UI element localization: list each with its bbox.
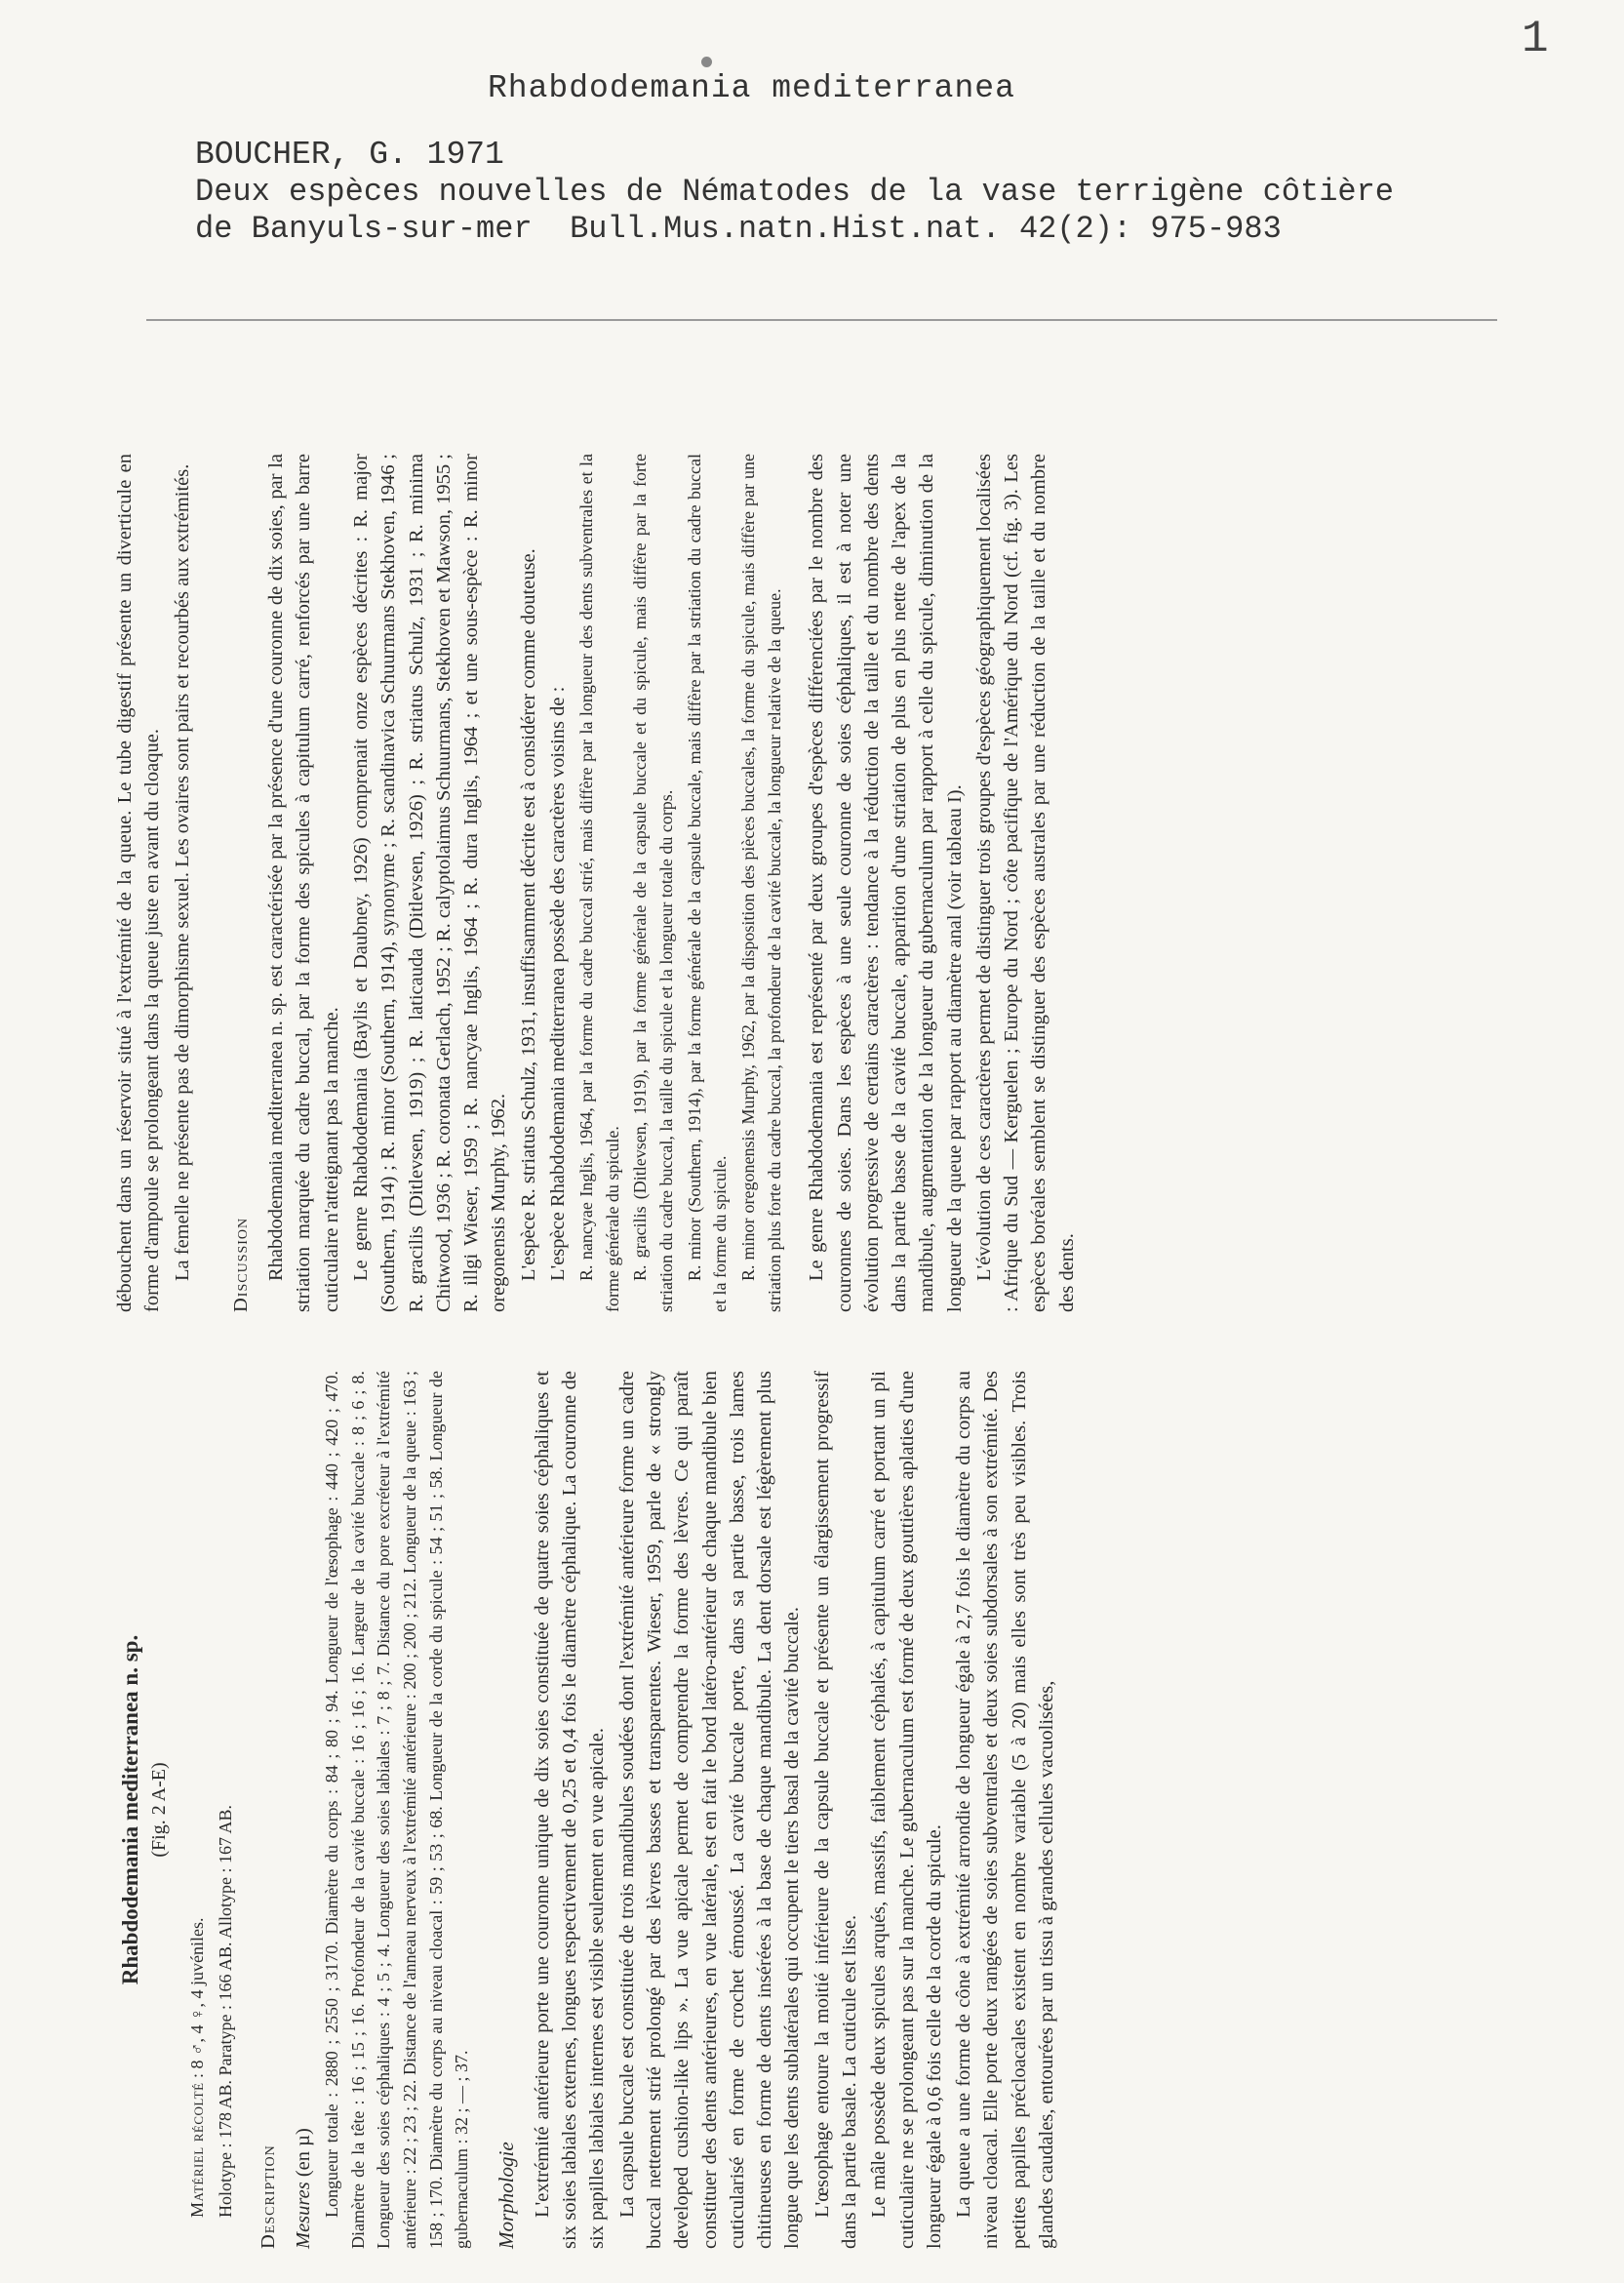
morphologie-paragraph-3: L'œsophage entoure la moitié inférieure de la capsule buccale et présente un élargissement progressif dans la partie basale. La cuticule est lisse. [811, 1371, 860, 2249]
binder-hole-dot [701, 57, 712, 67]
citation-title-line-1: Deux espèces nouvelles de Nématodes de la vase terrigène côtière [195, 174, 1394, 210]
morphologie-paragraph-1: L'extrémité antérieure porte une couronne unique de dix soies constituée de quatre soies céphaliques et six soies labiales externes, longues respectivement de 0,25 et 0,4 fois le diamètre céphalique. La couronne de six papilles labiales internes est visible seulement en vue apicale. [531, 1371, 609, 2249]
types-text: Holotype : 178 AB. Paratype : 166 AB. Allotype : 167 AB. [215, 1805, 235, 2218]
journal-clipping-page [98, 327, 1502, 2268]
citation-author-year: BOUCHER, G. 1971 [195, 137, 504, 173]
citation-title-line-2: de Banyuls-sur-mer Bull.Mus.natn.Hist.nat. 42(2): 975-983 [195, 211, 1282, 247]
female-paragraph: La femelle ne présente pas de dimorphisme sexuel. Les ovaires sont pairs et recourbés aux extrémités. [171, 463, 193, 1281]
morphologie-paragraph-2: La capsule buccale est constituée de trois mandibules soudées dont l'extrémité antérieure forme un cadre buccal nettement strié prolongé par des lèvres basses et transparentes. Wieser, 1959, parle de « strongly developed cushion-like lips ». La vue apicale permet de comprendre la forme des lèvres. Ce qui paraît constituer des dents antérieures, en vue latérale, est en fait le bord latéro-antérieur de chaque mandibule bien cuticularisé en forme de crochet émoussé. La cavité buccale porte, dans sa partie basse, trois lames chitineuses en forme de dents insérées à la base de chaque mandibule. La dent dorsale est légèrement plus longue que les dents sublatérales qui occupent le tiers basal de la cavité buccale. [615, 1371, 804, 2249]
clipping-figure-ref: (Fig. 2 A-E) [147, 1762, 170, 1858]
card-number: 1 [1522, 14, 1549, 64]
discussion-paragraph-5: Le genre Rhabdodemania est représenté par deux groupes d'espèces différenciées par le nombre des couronnes de soies. Dans les espèces à une seule couronne de soies céphaliques, il est à noter une évolution progressive de certains caractères : tendance à la réduction de la taille et du nombre des dents dans la partie basse de la cavité buccale, apparition d'une striation de plus en plus nette de l'apex de la mandibule, augmentation de la longueur du gubernaculum par rapport à celle du spicule, diminution de la longueur de la queue par rapport au diamètre anal (voir tableau I). [806, 454, 966, 1312]
right-continuation-paragraph: débouchent dans un réservoir situé à l'extrémité de la queue. Le tube digestif présente un diverticule en forme d'ampoule se prolongeant dans la queue juste en avant du cloaque. [114, 454, 164, 1312]
clipping-species-title: Rhabdodemania mediterranea n. sp. [118, 1634, 142, 1985]
clipping-left-column [111, 1371, 1062, 2249]
discussion-paragraph-1: Rhabdodemania mediterranea n. sp. est caractérisée par la présence d'une couronne de dix soies, par la striation marquée du cadre buccal, par la forme des spicules à capitulum carré, renforcés par une barre cuticulaire n'atteignant pas la manche. [265, 454, 342, 1312]
morphologie-heading: Morphologie [494, 2142, 518, 2249]
discussion-heading: Discussion [229, 1217, 252, 1312]
species-heading: Rhabdodemania mediterranea [488, 70, 1015, 106]
morphologie-paragraph-4: Le mâle possède deux spicules arqués, massifs, faiblement céphalés, à capitulum carré et portant un pli cuticulaire ne se prolongeant pas sur la manche. Le gubernaculum est formé de deux gouttières aplaties d'une longueur égale à 0,6 fois celle de la corde du spicule. [868, 1371, 945, 2249]
comparison-minor-oregonensis: R. minor oregonensis Murphy, 1962, par la disposition des pièces buccales, la forme du spicule, mais diffère par une striation plus forte du cadre buccal, la profondeur de la cavité buccale, la longueur relative de la queue. [737, 454, 784, 1312]
description-heading: Description [257, 2144, 279, 2249]
discussion-paragraph-3: L'espèce R. striatus Schulz, 1931, insuffisamment décrite est à considérer comme douteuse. [517, 548, 539, 1281]
journal-clipping [98, 327, 1502, 2268]
mesures-unit: (en µ) [292, 2128, 314, 2178]
comparison-gracilis: R. gracilis (Ditlevsen, 1919), par la forme générale de la capsule buccale et du spicule, mais diffère par la forte striation du cadre buccal, la taille du spicule et la longueur totale du corps. [630, 454, 677, 1312]
discussion-paragraph-2: Le genre Rhabdodemania (Baylis et Daubney, 1926) comprenait onze espèces décrites : R. major (Southern, 1914) ; R. minor (Southern, 1914), synonyme ; R. scandinavica Schuurmans Stekhoven, 1946 ; R. gracilis (Ditlevsen, 1919) ; R. laticauda (Ditlevsen, 1926) ; R. striatus Schulz, 1931 ; R. minima Chitwood, 1936 ; R. coronata Gerlach, 1952 ; R. calyptolaimus Schuurmans, Stekhoven et Mawson, 1955 ; R. illgi Wieser, 1959 ; R. nancyae Inglis, 1964 ; R. dura Inglis, 1964 ; et une sous-espèce : R. minor oregonensis Murphy, 1962. [349, 454, 510, 1312]
materiel-label: Matériel récolté [187, 2082, 208, 2218]
card-divider-line [146, 319, 1497, 321]
discussion-paragraph-4: L'espèce Rhabdodemania mediterranea possède des caractères voisins de : [546, 686, 569, 1281]
mesures-heading: Mesures [292, 2182, 314, 2249]
comparison-nancyae: R. nancyae Inglis, 1964, par la forme du cadre buccal strié, mais diffère par la longueur des dents subventrales et la forme générale du spicule. [576, 454, 622, 1312]
discussion-paragraph-6: L'évolution de ces caractères permet de distinguer trois groupes d'espèces géographiquement localisées : Afrique du Sud — Kerguelen ; Europe du Nord ; côte pacifique de l'Amérique du Nord (cf. fig. 3). Les espèces boréales semblent se distinguer des espèces australes par une réduction de la taille et du nombre des dents. [972, 454, 1078, 1312]
materiel-text: : 8 ♂, 4 ♀, 4 juvéniles. [187, 1917, 208, 2078]
mesures-text: Longueur totale : 2880 ; 2550 ; 3170. Diamètre du corps : 84 ; 80 ; 94. Longueur de l'œsophage : 440 ; 420 ; 470. Diamètre de la tête : 16 ; 15 ; 16. Profondeur de la cavité buccale : 16 ; 16 ; 16. Largeur de la cavité buccale : 8 ; 6 ; 8. Longueur des soies céphaliques : 4 ; 5 ; 4. Longueur des soies labiales : 7 ; 8 ; 7. Distance du pore excréteur à l'extrémité antérieure : 22 ; 23 ; 22. Distance de l'anneau nerveux à l'extrémité antérieure : 200 ; 200 ; 212. Longueur de la queue : 163 ; 158 ; 170. Diamètre du corps au niveau cloacal : 59 ; 53 ; 68. Longueur de la corde du spicule : 54 ; 51 ; 58. Longueur de gubernaculum : 32 ; — ; 37. [322, 1371, 472, 2249]
morphologie-paragraph-5: La queue a une forme de cône à extrémité arrondie de longueur égale à 2,7 fois le diamètre du corps au niveau cloacal. Elle porte deux rangées de soies subventrales et deux soies subdorsales à son extrémité. Des petites papilles précloacales existent en nombre variable (5 à 20) mais elles sont très peu visibles. Trois glandes caudales, entourées par un tissu à grandes cellules vacuolisées, [953, 1371, 1057, 2249]
clipping-right-column [111, 454, 1083, 1312]
comparison-minor: R. minor (Southern, 1914), par la forme générale de la capsule buccale, mais diffère par la striation du cadre buccal et la forme du spicule. [684, 454, 731, 1312]
